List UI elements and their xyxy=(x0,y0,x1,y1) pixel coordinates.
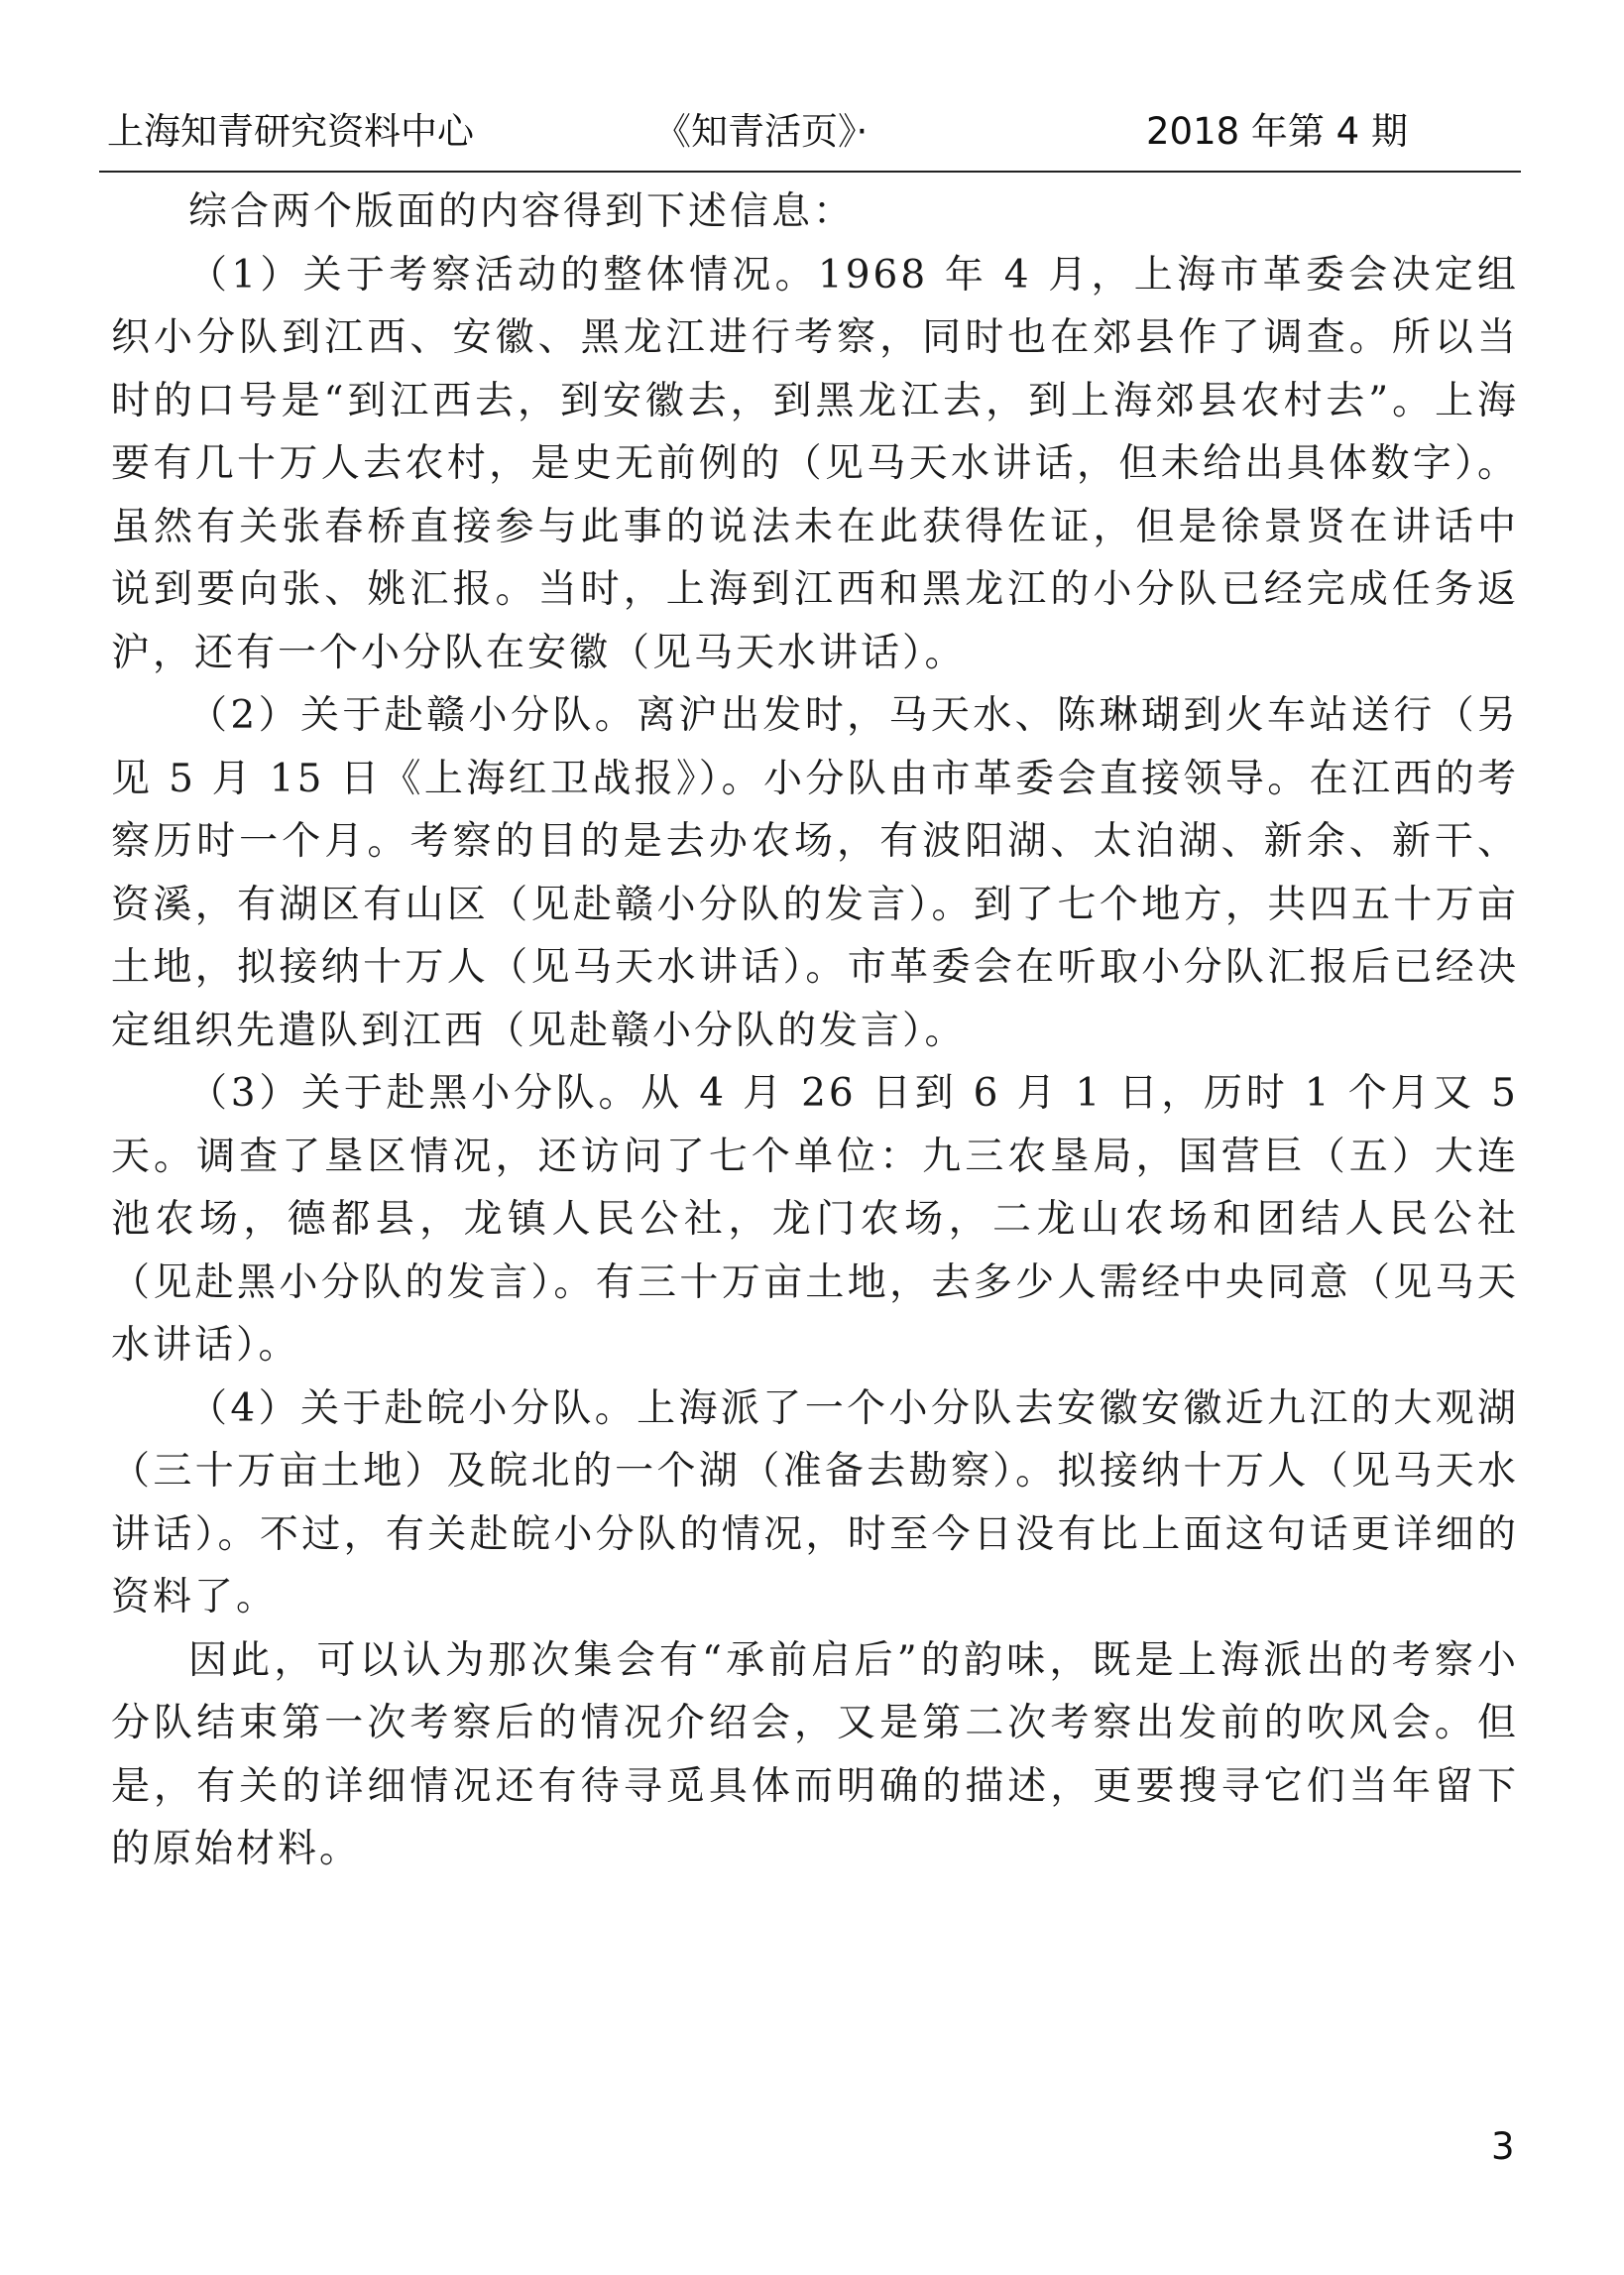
paragraph-intro: 综合两个版面的内容得到下述信息： xyxy=(188,189,856,234)
article-body xyxy=(111,180,1519,1881)
paragraph-overall: （1）关于考察活动的整体情况。1968 年 4 月，上海市革委会决定组织小分队到江西、安徽、黑龙江进行考察，同时也在郊县作了调查。所以当时的口号是“到江西去，到安徽去，到黑龙江去，到上海郊县农村去”。上海要有几十万人去农村，是史无前例的（见马天水讲话，但未给出具体数字）。虽然有关张春桥直接参与此事的说法未在此获得佐证，但是徐景贤在讲话中说到要向张、姚汇报。当时，上海到江西和黑龙江的小分队已经完成任务返沪，还有一个小分队在安徽（见马天水讲话）。 xyxy=(111,252,1519,675)
paragraph-conclusion: 因此，可以认为那次集会有“承前启后”的韵味，既是上海派出的考察小分队结束第一次考察后的情况介绍会，又是第二次考察出发前的吹风会。但是，有关的详细情况还有待寻觅具体而明确的描述，更要搜寻它们当年留下的原始材料。 xyxy=(111,1637,1519,1871)
page-header xyxy=(107,107,1525,167)
paragraph-anhui-team: （4）关于赴皖小分队。上海派了一个小分队去安徽安徽近九江的大观湖（三十万亩土地）及皖北的一个湖（准备去勘察）。拟接纳十万人（见马天水讲话）。不过，有关赴皖小分队的情况，时至今日没有比上面这句话更详细的资料了。 xyxy=(111,1385,1519,1619)
header-organization: 上海知青研究资料中心 xyxy=(107,110,474,153)
paragraph-heilongjiang-team: （3）关于赴黑小分队。从 4 月 26 日到 6 月 1 日，历时 1 个月又 5 天。调查了垦区情况，还访问了七个单位：九三农垦局，国营巨（五）大连池农场，德都县，龙镇人民公社，龙门农场，二龙山农场和团结人民公社（见赴黑小分队的发言）。有三十万亩土地，去多少人需经中央同意（见马天水讲话）。 xyxy=(111,1071,1519,1368)
header-publication: 《知青活页》· xyxy=(654,110,869,153)
header-issue: 2018 年第 4 期 xyxy=(1146,110,1408,153)
page-number: 3 xyxy=(1491,2125,1515,2168)
header-rule xyxy=(99,171,1521,173)
paragraph-jiangxi-team: （2）关于赴赣小分队。离沪出发时，马天水、陈琳瑚到火车站送行（另见 5 月 15 日《上海红卫战报》）。小分队由市革委会直接领导。在江西的考察历时一个月。考察的目的是去办农场，有波阳湖、太泊湖、新余、新干、资溪，有湖区有山区（见赴赣小分队的发言）。到了七个地方，共四五十万亩土地，拟接纳十万人（见马天水讲话）。市革委会在听取小分队汇报后已经决定组织先遣队到江西（见赴赣小分队的发言）。 xyxy=(111,693,1519,1053)
